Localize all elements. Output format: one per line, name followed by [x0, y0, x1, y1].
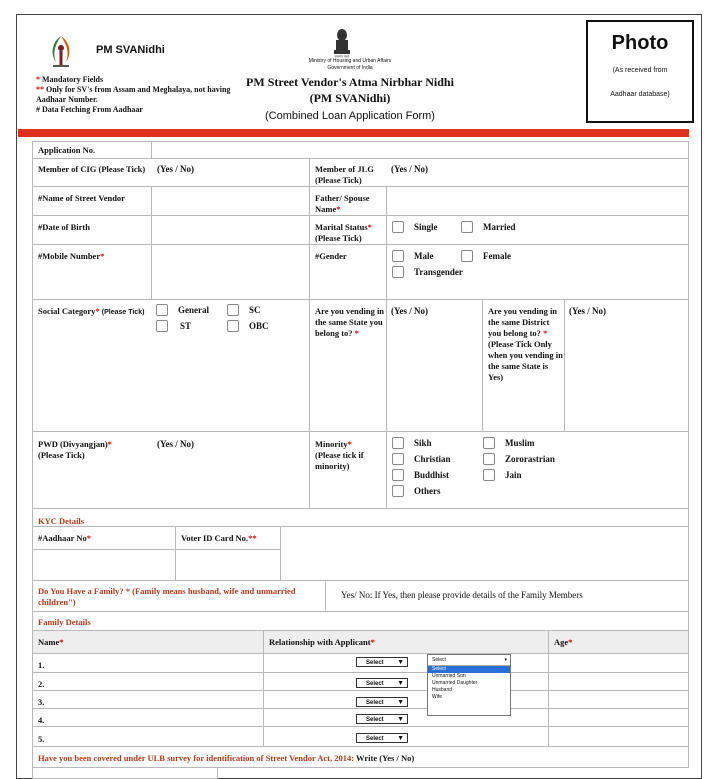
voter-id-input[interactable] — [175, 549, 281, 581]
minority-note: (Please tick if minority) — [315, 450, 364, 471]
table-row[interactable] — [32, 653, 264, 673]
social-category-cell — [32, 299, 310, 432]
fetch-note: Data Fetching From Aadhaar — [42, 105, 143, 114]
relationship-dropdown-open[interactable] — [427, 654, 511, 716]
single-checkbox[interactable] — [392, 221, 404, 233]
same-state-label: Are you vending in the same State you belong to? * — [315, 306, 385, 338]
aadhaar-label: #Aadhaar No* — [38, 533, 91, 543]
dropdown-option[interactable]: Wife — [432, 694, 442, 700]
same-district-note: (Please Tick Only when you vending in the same State is Yes) — [488, 339, 563, 382]
jain-label: Jain — [505, 470, 522, 480]
obc-checkbox[interactable] — [227, 320, 239, 332]
relationship-select[interactable] — [356, 733, 408, 743]
age-col-label: Age* — [554, 637, 573, 647]
mandatory-legend: * Mandatory Fields ** Only for SV's from Assam and Meghalaya, not having Aadhaar Number. # Data Fetching From Aadhaar — [36, 75, 231, 114]
ulb-survey-question — [38, 753, 414, 764]
age-input[interactable] — [548, 690, 689, 709]
muslim-checkbox[interactable] — [483, 437, 495, 449]
chevron-down-icon: ▾ — [504, 657, 507, 663]
father-spouse-label: Father/ Spouse Name* — [315, 193, 370, 214]
dob-label: #Date of Birth — [38, 222, 90, 232]
select-value: Select — [366, 717, 384, 723]
relationship-col-label: Relationship with Applicant* — [269, 637, 375, 647]
voter-id-label: Voter ID Card No.** — [181, 533, 257, 543]
minority-text: Minority — [315, 439, 348, 449]
same-district-value-cell — [564, 299, 689, 432]
mobile-label: #Mobile Number* — [38, 251, 105, 261]
kyc-blank-cell — [280, 526, 689, 581]
form-subtitle: (Combined Loan Application Form) — [265, 110, 435, 122]
dropdown-arrow-icon: ▼ — [397, 735, 404, 742]
dropdown-option[interactable]: Unmarried Son — [432, 673, 466, 679]
dob-input[interactable] — [151, 215, 310, 245]
select-value: Select — [366, 660, 384, 666]
others-label: Others — [414, 486, 441, 496]
member-jlg-label: Member of JLG (Please Tick) — [315, 164, 374, 185]
photo-note — [588, 59, 692, 107]
married-label: Married — [483, 222, 516, 232]
age-input[interactable] — [548, 653, 689, 673]
marital-please-tick: (Please Tick) — [315, 233, 362, 243]
muslim-label: Muslim — [505, 438, 535, 448]
government-line: Government of India — [327, 65, 373, 71]
dropdown-option[interactable]: Select — [428, 666, 510, 673]
pwd-text: PWD (Divyangjan) — [38, 439, 108, 449]
relationship-select[interactable] — [356, 697, 408, 707]
table-row[interactable] — [32, 672, 264, 691]
name-col-label: Name* — [38, 637, 64, 647]
pwd-yes-no[interactable]: (Yes / No) — [157, 439, 194, 449]
table-row[interactable] — [32, 726, 264, 747]
same-district-label: Are you vending in the same District you belong to? * (Please Tick Only when you vending in the same State is Yes) — [488, 306, 563, 382]
age-input[interactable] — [548, 708, 689, 727]
ulb-answer[interactable]: Write (Yes / No) — [356, 753, 415, 763]
family-answer[interactable]: Yes/ No: If Yes, then please provide details of the Family Members — [341, 590, 583, 600]
jain-checkbox[interactable] — [483, 469, 495, 481]
ministry-line: Ministry of Housing and Urban Affairs — [308, 58, 392, 64]
voter-id-text: Voter ID Card No. — [181, 533, 249, 543]
dropdown-option[interactable]: Unmarried Daughter — [432, 680, 478, 686]
father-spouse-input[interactable] — [386, 186, 689, 216]
photo-title: Photo — [611, 32, 669, 54]
relationship-select[interactable] — [356, 657, 408, 667]
next-row-cell — [32, 767, 218, 779]
minority-label: Minority* (Please tick if minority) — [315, 439, 364, 471]
gender-label: #Gender — [315, 251, 347, 261]
select-value: Select — [366, 681, 384, 687]
dropdown-option[interactable]: Husband — [432, 687, 453, 693]
family-details-header-cell — [32, 611, 689, 631]
aadhaar-text: #Aadhaar No — [38, 533, 87, 543]
sc-checkbox[interactable] — [227, 304, 239, 316]
row-number: 4. — [38, 715, 45, 725]
kyc-details-title: KYC Details — [38, 516, 85, 526]
social-category-text: Social Category — [38, 306, 96, 316]
christian-label: Christian — [414, 454, 451, 464]
family-question: Do You Have a Family? * (Family means husband, wife and unmarried children") — [38, 586, 296, 607]
transgender-label: Transgender — [414, 267, 463, 277]
table-row[interactable] — [32, 690, 264, 709]
single-label: Single — [414, 222, 438, 232]
same-state-value-cell — [386, 299, 483, 432]
sikh-label: Sikh — [414, 438, 432, 448]
form-title: PM Street Vendor's Atma Nirbhar Nidhi (PM SVANidhi) — [246, 75, 454, 105]
row-number: 3. — [38, 697, 45, 707]
photo-note-line2: Aadhaar database) — [610, 91, 670, 98]
general-checkbox[interactable] — [156, 304, 168, 316]
application-no-input[interactable] — [151, 141, 689, 159]
assam-note: Only for SV's from Assam and Meghalaya, not having Aadhaar Number. — [36, 85, 231, 104]
row-number: 5. — [38, 734, 45, 744]
age-col-text: Age — [554, 637, 569, 647]
others-checkbox[interactable] — [392, 485, 404, 497]
marital-status-label: Marital Status* (Please Tick) — [315, 222, 372, 243]
general-label: General — [178, 305, 209, 315]
zororastrian-label: Zororastrian — [505, 454, 555, 464]
aadhaar-input[interactable] — [32, 549, 176, 581]
marital-status-text: Marital Status — [315, 222, 368, 232]
name-col-text: Name — [38, 637, 60, 647]
same-state-yes-no[interactable]: (Yes / No) — [391, 306, 428, 316]
member-cig-label: Member of CIG (Please Tick) — [38, 164, 146, 174]
svanidhi-logo — [44, 32, 78, 70]
female-checkbox[interactable] — [461, 250, 473, 262]
zororastrian-checkbox[interactable] — [483, 453, 495, 465]
same-district-text: Are you vending in the same District you belong to? — [488, 306, 558, 338]
photo-box — [586, 20, 694, 123]
svg-text:सत्यमेव जयते: सत्यमेव जयते — [334, 54, 350, 58]
table-row[interactable] — [32, 708, 264, 727]
same-district-yes-no[interactable]: (Yes / No) — [569, 306, 606, 316]
row-number: 1. — [38, 660, 45, 670]
national-emblem-icon — [331, 28, 353, 58]
vendor-name-label: #Name of Street Vendor — [38, 193, 125, 203]
kyc-header-cell — [32, 508, 689, 527]
male-label: Male — [414, 251, 434, 261]
select-value: Select — [366, 736, 384, 742]
same-state-text: Are you vending in the same State you belong to? — [315, 306, 385, 338]
vendor-name-input[interactable] — [151, 186, 310, 216]
dropdown-arrow-icon: ▼ — [397, 659, 404, 666]
brand-name: PM SVANidhi — [96, 44, 165, 56]
photo-note-line1: (As received from — [612, 67, 668, 74]
cig-yes-no[interactable]: (Yes / No) — [157, 164, 194, 174]
sikh-checkbox[interactable] — [392, 437, 404, 449]
pwd-please-tick: (Please Tick) — [38, 450, 85, 460]
christian-checkbox[interactable] — [392, 453, 404, 465]
dropdown-arrow-icon: ▼ — [397, 680, 404, 687]
dropdown-arrow-icon: ▼ — [397, 716, 404, 723]
dropdown-selected[interactable] — [428, 655, 510, 666]
row-number: 2. — [38, 679, 45, 689]
header-divider — [18, 129, 689, 137]
buddhist-label: Buddhist — [414, 470, 450, 480]
age-input[interactable] — [548, 672, 689, 691]
mobile-input[interactable] — [151, 244, 310, 300]
mobile-text: #Mobile Number — [38, 251, 101, 261]
transgender-checkbox[interactable] — [392, 266, 404, 278]
relationship-col-text: Relationship with Applicant — [269, 637, 371, 647]
social-category-label: Social Category* (Please Tick) — [38, 306, 145, 316]
buddhist-checkbox[interactable] — [392, 469, 404, 481]
dropdown-arrow-icon: ▼ — [397, 699, 404, 706]
mandatory-fields-note: Mandatory Fields — [42, 75, 104, 84]
application-no-label: Application No. — [38, 145, 96, 155]
father-spouse-text: Father/ Spouse Name — [315, 193, 370, 214]
st-label: ST — [180, 321, 192, 331]
obc-label: OBC — [249, 321, 269, 331]
st-checkbox[interactable] — [156, 320, 168, 332]
pwd-label: PWD (Divyangjan)* (Please Tick) — [38, 439, 112, 460]
family-details-title: Family Details — [38, 617, 91, 627]
relationship-select[interactable] — [356, 678, 408, 688]
select-value: Select — [366, 700, 384, 706]
age-input[interactable] — [548, 726, 689, 747]
ulb-question-text: Have you been covered under ULB survey for identification of Street Vendor Act, 2014: — [38, 753, 355, 763]
married-checkbox[interactable] — [461, 221, 473, 233]
dropdown-selected-value: Select — [432, 657, 446, 663]
name-col-header — [32, 630, 264, 654]
sc-label: SC — [249, 305, 261, 315]
jlg-yes-no[interactable]: (Yes / No) — [391, 164, 428, 174]
ministry-name — [270, 58, 430, 72]
relationship-select[interactable] — [356, 714, 408, 724]
female-label: Female — [483, 251, 511, 261]
male-checkbox[interactable] — [392, 250, 404, 262]
